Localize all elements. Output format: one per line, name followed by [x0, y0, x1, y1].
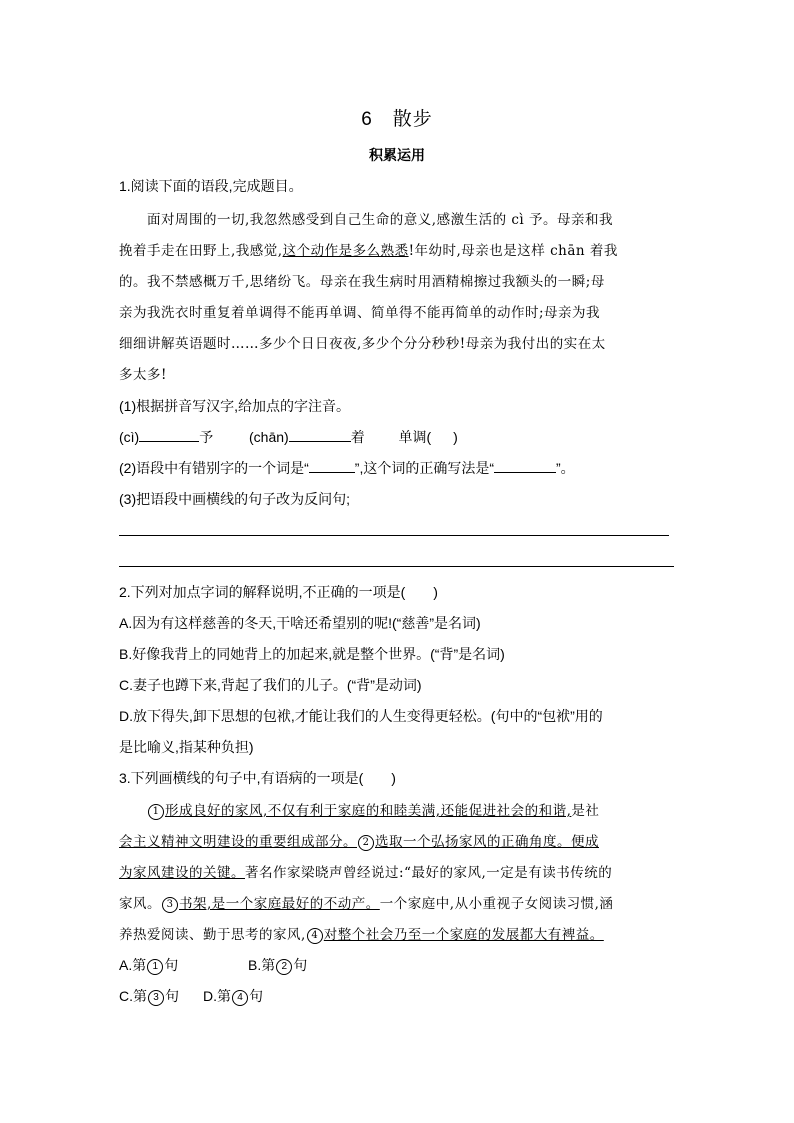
- passage-text: !年幼时,母亲也是这样 chān 着我: [408, 243, 618, 259]
- underlined-sentence: [357, 834, 599, 850]
- circled-number: 2: [358, 835, 374, 851]
- option-label: C.第: [119, 988, 147, 1004]
- q1-passage-line: 多太多!: [119, 367, 167, 383]
- section-heading: 积累运用: [369, 147, 425, 163]
- sentence-3: 书架,是一个家庭最好的不动产。: [179, 896, 380, 912]
- sentence-1: 形成良好的家风,不仅有利于家庭的和睦美满,还能促进社会的和谐,: [165, 803, 572, 819]
- answer-blank[interactable]: [309, 472, 355, 473]
- q1-sub2: [119, 458, 575, 478]
- q1-passage-line: 的。我不禁感概万千,思绪纷飞。母亲在我生病时用酒精棉擦过我额头的一瞬;母: [119, 274, 605, 290]
- option-suffix: 句: [249, 988, 263, 1004]
- lesson-title: 6 散步: [361, 109, 433, 130]
- char-yu: 予: [199, 429, 214, 445]
- circled-number: 3: [162, 897, 178, 913]
- option-suffix: 句: [293, 957, 308, 973]
- word-dandiao: 单调(: [398, 429, 432, 445]
- q1-fill-row: [119, 427, 458, 447]
- q1-passage-line: [119, 239, 618, 259]
- q3-stem: 3.下列画横线的句子中,有语病的一项是( ): [119, 770, 396, 786]
- answer-line[interactable]: [119, 535, 669, 536]
- circled-number: 3: [148, 990, 164, 1006]
- underlined-sentence: 这个动作是多么熟悉: [282, 243, 409, 259]
- sentence-2-cont: 为家风建设的关键。: [119, 865, 245, 881]
- q2-option-a: A.因为有这样慈善的冬天,干啥还希望别的呢!(“慈善”是名词): [119, 615, 481, 631]
- q3-option-a: [119, 955, 178, 975]
- answer-blank[interactable]: [139, 441, 199, 442]
- q3-option-c: [119, 986, 179, 1006]
- q1-passage-line: 细细讲解英语题时……多少个日日夜夜,多少个分分秒秒!母亲为我付出的实在太: [119, 336, 606, 352]
- circled-number: 4: [307, 928, 323, 944]
- underlined-sentence: [306, 927, 604, 943]
- underlined-sentence: [161, 896, 380, 912]
- option-suffix: 句: [164, 957, 179, 973]
- underlined-sentence: [147, 803, 571, 819]
- sentence-1-cont: 会主义精神文明建设的重要组成部分。: [119, 834, 357, 850]
- paren-close: ): [453, 429, 458, 445]
- answer-line[interactable]: [119, 566, 674, 567]
- passage-text: 一个家庭中,从小重视子女阅读习惯,涵: [379, 896, 614, 912]
- pinyin-chan: (chān): [249, 429, 289, 445]
- sub2-text: ”。: [556, 460, 575, 476]
- pinyin-ci: (cì): [119, 429, 140, 445]
- option-label: B.第: [248, 957, 276, 973]
- option-label: A.第: [119, 957, 147, 973]
- sub2-text: (2)语段中有错别字的一个词是“: [119, 460, 309, 476]
- sentence-4: 对整个社会乃至一个家庭的发展都大有裨益。: [323, 927, 604, 943]
- circled-number: 2: [276, 959, 292, 975]
- option-suffix: 句: [165, 988, 179, 1004]
- option-label: D.第: [203, 988, 231, 1004]
- q2-option-c: C.妻子也蹲下来,背起了我们的儿子。(“背”是动词): [119, 677, 422, 693]
- passage-text: 家风。: [119, 896, 161, 912]
- passage-text: 著名作家梁晓声曾经说过:“最好的家风,一定是有读书传统的: [245, 865, 613, 881]
- answer-blank[interactable]: [289, 441, 351, 442]
- q1-stem: 1.阅读下面的语段,完成题目。: [119, 178, 303, 194]
- q3-passage-line: [119, 923, 604, 944]
- q2-option-d-cont: 是比喻义,指某种负担): [119, 739, 254, 755]
- sub2-text: ”,这个词的正确写法是“: [354, 460, 494, 476]
- q1-passage-line: 面对周围的一切,我忽然感受到自己生命的意义,感激生活的 cì 予。母亲和我: [119, 212, 614, 228]
- circled-number: 4: [232, 990, 248, 1006]
- circled-number: 1: [148, 804, 164, 820]
- q1-sub3: (3)把语段中画横线的句子改为反问句;: [119, 491, 350, 507]
- q3-passage-line: [147, 799, 599, 820]
- passage-text: 是社: [571, 803, 600, 819]
- q2-option-b: B.好像我背上的同她背上的加起来,就是整个世界。(“背”是名词): [119, 646, 505, 662]
- passage-text: 挽着手走在田野上,我感觉,: [119, 243, 283, 259]
- answer-blank[interactable]: [494, 472, 556, 473]
- passage-text: 养热爱阅读、勤于思考的家风,: [119, 927, 306, 943]
- q2-option-d: D.放下得失,卸下思想的包袱,才能让我们的人生变得更轻松。(句中的“包袱”用的: [119, 708, 603, 724]
- q2-stem: 2.下列对加点字词的解释说明,不正确的一项是( ): [119, 584, 438, 600]
- q3-passage-line: [119, 861, 612, 881]
- q1-sub1: (1)根据拼音写汉字,给加点的字注音。: [119, 398, 350, 414]
- sentence-2: 选取一个弘扬家风的正确角度。便成: [375, 834, 599, 850]
- q3-passage-line: [119, 892, 613, 913]
- q3-option-b: [248, 955, 307, 975]
- char-zhe: 着: [350, 429, 365, 445]
- q1-passage-line: 亲为我洗衣时重复着单调得不能再单调、简单得不能再简单的动作时;母亲为我: [119, 305, 601, 321]
- circled-number: 1: [147, 959, 163, 975]
- q3-option-d: [203, 986, 263, 1006]
- q3-passage-line: [119, 830, 599, 851]
